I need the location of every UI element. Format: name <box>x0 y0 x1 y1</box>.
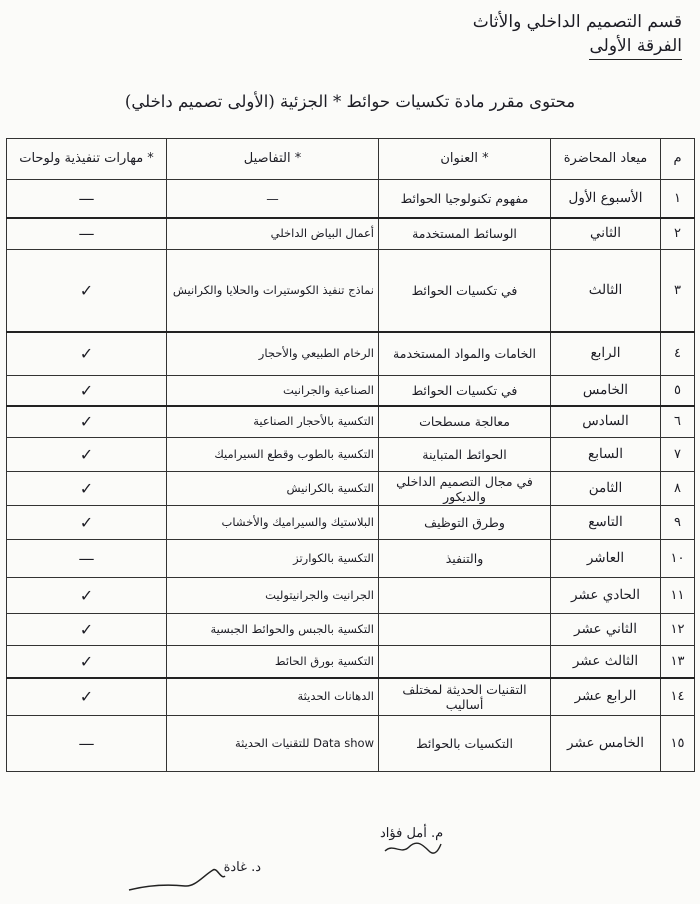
row-topic: مفهوم تكنولوجيا الحوائط <box>379 180 551 218</box>
row-skill: — <box>7 180 167 218</box>
department-name: قسم التصميم الداخلي والأثاث <box>472 12 682 32</box>
row-number: ٧ <box>661 438 695 472</box>
row-topic: التكسيات بالحوائط <box>379 716 551 772</box>
row-week: الثاني <box>551 218 661 250</box>
row-week: الحادي عشر <box>551 578 661 614</box>
row-skill: ✓ <box>7 678 167 716</box>
table-row <box>7 506 695 540</box>
row-topic <box>379 578 551 614</box>
row-week: الثامن <box>551 472 661 506</box>
row-detail: Data show للتقنيات الحديثة <box>167 716 379 772</box>
row-number: ٦ <box>661 406 695 438</box>
row-skill: ✓ <box>7 472 167 506</box>
doctor-name: د. غادة <box>223 860 261 875</box>
table-row <box>7 578 695 614</box>
row-detail: البلاستيك والسيراميك والأخشاب <box>167 506 379 540</box>
table-row <box>7 406 695 438</box>
row-detail: التكسية بالكرانيش <box>167 472 379 506</box>
table-row <box>7 438 695 472</box>
row-number: ٣ <box>661 250 695 332</box>
table-row <box>7 540 695 578</box>
row-detail: الصناعية والجرانيت <box>167 376 379 406</box>
row-topic: في تكسيات الحوائط <box>379 250 551 332</box>
row-detail: — <box>167 180 379 218</box>
row-number: ٥ <box>661 376 695 406</box>
row-week: التاسع <box>551 506 661 540</box>
row-week: الخامس <box>551 376 661 406</box>
row-week: السادس <box>551 406 661 438</box>
row-skill: ✓ <box>7 406 167 438</box>
row-detail: الرخام الطبيعي والأحجار <box>167 332 379 376</box>
row-topic: في تكسيات الحوائط <box>379 376 551 406</box>
row-number: ٢ <box>661 218 695 250</box>
row-week: الخامس عشر <box>551 716 661 772</box>
row-topic: الخامات والمواد المستخدمة <box>379 332 551 376</box>
row-skill: ✓ <box>7 376 167 406</box>
col-header-number: م <box>661 139 695 180</box>
table-row <box>7 716 695 772</box>
row-week: الثاني عشر <box>551 614 661 646</box>
table-row <box>7 678 695 716</box>
lecturer-signature <box>380 826 443 855</box>
row-detail: التكسية بالجبس والحوائط الجبسية <box>167 614 379 646</box>
row-number: ١ <box>661 180 695 218</box>
row-detail: التكسية بورق الحائط <box>167 646 379 678</box>
table-row <box>7 250 695 332</box>
row-detail: الدهانات الحديثة <box>167 678 379 716</box>
row-topic: معالجة مسطحات <box>379 406 551 438</box>
row-topic: الوسائط المستخدمة <box>379 218 551 250</box>
row-skill: ✓ <box>7 332 167 376</box>
table-row <box>7 332 695 376</box>
row-topic <box>379 646 551 678</box>
row-number: ١١ <box>661 578 695 614</box>
row-detail: التكسية بالطوب وقطع السيراميك <box>167 438 379 472</box>
table-row <box>7 614 695 646</box>
col-header-date: ميعاد المحاضرة <box>551 139 661 180</box>
row-topic: في مجال التصميم الداخلي والديكور <box>379 472 551 506</box>
table-header-row <box>7 139 695 180</box>
row-skill: ✓ <box>7 646 167 678</box>
table-row <box>7 472 695 506</box>
row-week: الأسبوع الأول <box>551 180 661 218</box>
row-number: ١٥ <box>661 716 695 772</box>
course-content-table <box>6 138 695 772</box>
row-week: الثالث <box>551 250 661 332</box>
row-topic: الحوائط المتباينة <box>379 438 551 472</box>
row-topic: والتنفيذ <box>379 540 551 578</box>
row-skill: ✓ <box>7 578 167 614</box>
row-week: الثالث عشر <box>551 646 661 678</box>
col-header-details: * التفاصيل <box>167 139 379 180</box>
row-week: السابع <box>551 438 661 472</box>
row-topic: وطرق التوظيف <box>379 506 551 540</box>
row-number: ٨ <box>661 472 695 506</box>
lecturer-name: م. أمل فؤاد <box>380 826 444 841</box>
document-title: محتوى مقرر مادة تكسيات حوائط * الجزئية (الأولى تصميم داخلي) <box>124 92 576 111</box>
row-skill: — <box>7 540 167 578</box>
table-row <box>7 646 695 678</box>
row-detail: التكسية بالكوارتز <box>167 540 379 578</box>
row-number: ١٣ <box>661 646 695 678</box>
row-detail: الجرانيت والجرانيتوليت <box>167 578 379 614</box>
doctor-signature <box>125 856 265 896</box>
row-detail: التكسية بالأحجار الصناعية <box>167 406 379 438</box>
table-row <box>7 180 695 218</box>
row-skill: ✓ <box>7 506 167 540</box>
row-week: الرابع <box>551 332 661 376</box>
row-topic: التقنيات الحديثة لمختلف أساليب <box>379 678 551 716</box>
row-number: ١٢ <box>661 614 695 646</box>
row-skill: ✓ <box>7 438 167 472</box>
col-header-title: * العنوان <box>379 139 551 180</box>
row-detail: نماذج تنفيذ الكوستيرات والحلايا والكرانيش <box>167 250 379 332</box>
row-number: ١٠ <box>661 540 695 578</box>
row-number: ٩ <box>661 506 695 540</box>
row-detail: أعمال البياض الداخلي <box>167 218 379 250</box>
row-week: الرابع عشر <box>551 678 661 716</box>
table-row <box>7 376 695 406</box>
row-skill: — <box>7 218 167 250</box>
col-header-skills: * مهارات تنفيذية ولوحات <box>7 139 167 180</box>
row-skill: — <box>7 716 167 772</box>
table-row <box>7 218 695 250</box>
department-header <box>422 10 682 60</box>
row-topic <box>379 614 551 646</box>
row-week: العاشر <box>551 540 661 578</box>
row-skill: ✓ <box>7 250 167 332</box>
year-label: الفرقة الأولى <box>589 34 682 60</box>
row-number: ٤ <box>661 332 695 376</box>
signature-scrawl-icon <box>383 841 443 855</box>
row-skill: ✓ <box>7 614 167 646</box>
row-number: ١٤ <box>661 678 695 716</box>
